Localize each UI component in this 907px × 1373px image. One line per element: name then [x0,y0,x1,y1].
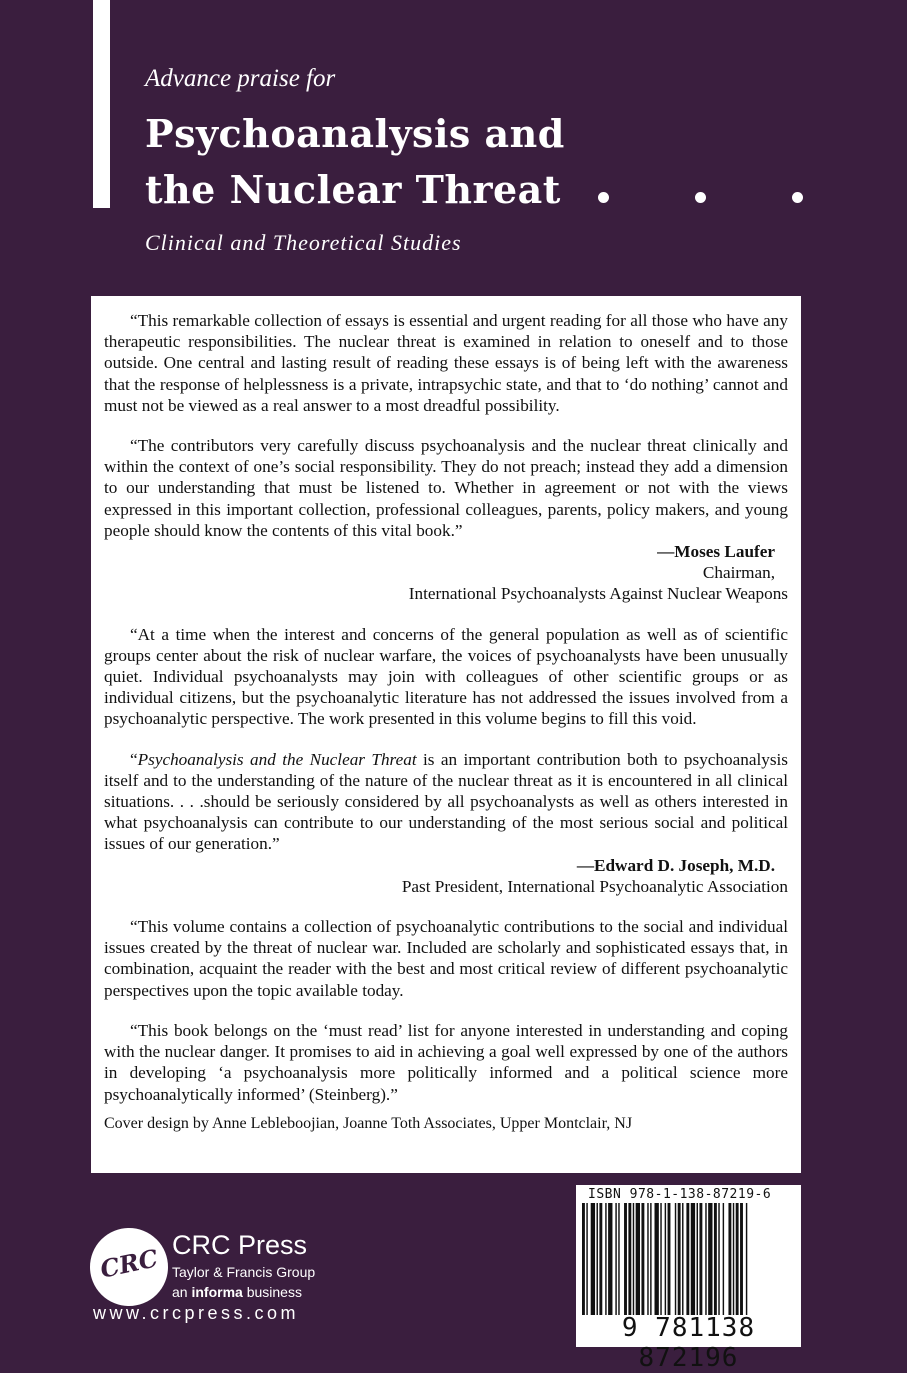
barcode-bar [599,1203,602,1315]
barcode-bar [714,1203,717,1315]
kicker: Advance praise for [145,65,336,92]
publisher-group: Taylor & Francis Group [172,1264,316,1280]
barcode-bar [708,1203,712,1315]
barcode-bar [668,1203,671,1315]
quote-3: “At a time when the interest and concerns of the general population as well as of scientific groups center about the risk of nuclear warfare, the voices of psychoanalysts have been unusually quiet. Individual psychoanalysts may join with colleagues of other scientific groups or as individual citizens, but the psychoanalytic literature has not addressed the issues involved from a psychoanalytic perspective. The work presented in this volume begins to fill this void. [104,624,788,729]
barcode-bar [686,1203,689,1315]
book-title-italic: Psychoanalysis and the Nuclear Threat [137,749,417,769]
dot-icon [695,192,706,203]
attribution-2-name: —Edward D. Joseph, M.D. [576,855,775,875]
barcode-bar [650,1203,651,1315]
barcode-bar [615,1203,616,1315]
barcode-box [576,1185,801,1373]
barcode-bar [705,1203,706,1315]
barcode-bar [728,1203,731,1315]
barcode-bar [733,1203,734,1315]
book-subtitle: Clinical and Theoretical Studies [145,230,462,255]
barcode-bar [723,1203,724,1315]
publisher-tagline: an informa business [172,1284,302,1300]
barcode-bar [746,1203,747,1315]
barcode-bar [660,1203,661,1315]
barcode-bar [647,1203,648,1315]
quote-5: “This volume contains a collection of psychoanalytic contributions to the social and individual issues created by the threat of nuclear war. Included are scholarly and sophisticated essays that, in combination, acquaint the reader with the best and most critical review of different psychoanalytic perspectives upon the topic available today. [104,917,788,1000]
barcode-bar [682,1203,683,1315]
barcode-bar [691,1203,695,1315]
decorative-bar [93,0,110,208]
attribution-1-role: Chairman, [702,563,775,583]
barcode-bar [597,1203,598,1315]
barcode-bar [697,1203,698,1315]
dot-icon [792,192,803,203]
book-title [145,106,565,218]
barcode-bar [624,1203,627,1315]
barcode-bar [636,1203,640,1315]
barcode-bar [586,1203,587,1315]
quote-4: “Psychoanalysis and the Nuclear Threat is an important contribution both to psychoanalysis itself and to the understanding of the nature of the nuclear threat as it is encountered in all clinical situations. . . .should be seriously considered by all psychoanalysts as well as others interested in what psychoanalysis can contribute to our understanding of the most serious social and political issues of our generation.” [104,749,788,854]
barcode-bar [736,1203,739,1315]
barcode-bar [655,1203,659,1315]
praise-quotes-box [91,296,801,1173]
attribution-2-role: Past President, International Psychoanalytic Association [401,876,788,896]
attribution-1-org: International Psychoanalysts Against Nuclear Weapons [408,584,788,604]
barcode-bar [675,1203,676,1315]
isbn-label: ISBN 978-1-138-87219-6 [588,1187,772,1202]
barcode-bar [740,1203,743,1315]
crc-logo-icon [90,1228,168,1306]
barcode-bar [665,1203,666,1315]
publisher-website: www.crcpress.com [93,1303,300,1323]
quote-2-group [104,435,788,605]
ellipsis-dots [598,192,808,212]
barcode-bar [641,1203,644,1315]
attribution-1-name: —Moses Laufer [657,542,775,562]
title-line-1: Psychoanalysis and [145,111,565,156]
dot-icon [598,192,609,203]
barcode-bar [605,1203,606,1315]
quote-6: “This book belongs on the ‘must read’ list for anyone interested in understanding and coping with the nuclear danger. It promises to aid in achieving a goal well expressed by one of the authors in developing ‘a psychoanalysis more politically informed and a political science more psychoanalytically informed’ (Steinberg).” [104,1020,788,1104]
title-line-2: the Nuclear Threat [145,167,561,212]
publisher-block [172,1230,315,1302]
barcode-bar [699,1203,702,1315]
publisher-name: CRC Press [172,1230,308,1260]
barcode-bar [608,1203,612,1315]
barcode-bar [633,1203,634,1315]
quote-4-group [104,749,788,897]
crc-logo-text: CRC [97,1243,161,1284]
header [145,64,565,256]
barcode-bar [678,1203,681,1315]
isbn-digits: 9 781138 872196 [621,1313,756,1373]
barcode-icon [582,1203,795,1315]
barcode-bar [582,1203,585,1315]
cover-credit: Cover design by Anne Lebleboojian, Joanne Toth Associates, Upper Montclair, NJ [104,1114,633,1132]
quote-2: “The contributors very carefully discuss psychoanalysis and the nuclear threat clinically and within the context of one’s social responsibility. They do not preach; instead they add a dimension to our understanding that must be listened to. Whether in agreement or not with the views expressed in this important collection, professional colleagues, parents, policy makers, and young people should know the contents of this vital book.” [104,436,788,540]
barcode-bar [591,1203,595,1315]
barcode-bar [618,1203,619,1315]
barcode-bar [718,1203,719,1315]
barcode-bar [628,1203,631,1315]
quote-1: “This remarkable collection of essays is essential and urgent reading for all those who have any therapeutic responsibilities. The nuclear threat is examined in relation to oneself and to those outside. One central and lasting result of reading these essays is of being left with the awareness that the response of helplessness is a private, intrapsychic state, and that to ‘do nothing’ cannot and must not be viewed as a real answer to a most dreadful possibility. [104,311,788,415]
